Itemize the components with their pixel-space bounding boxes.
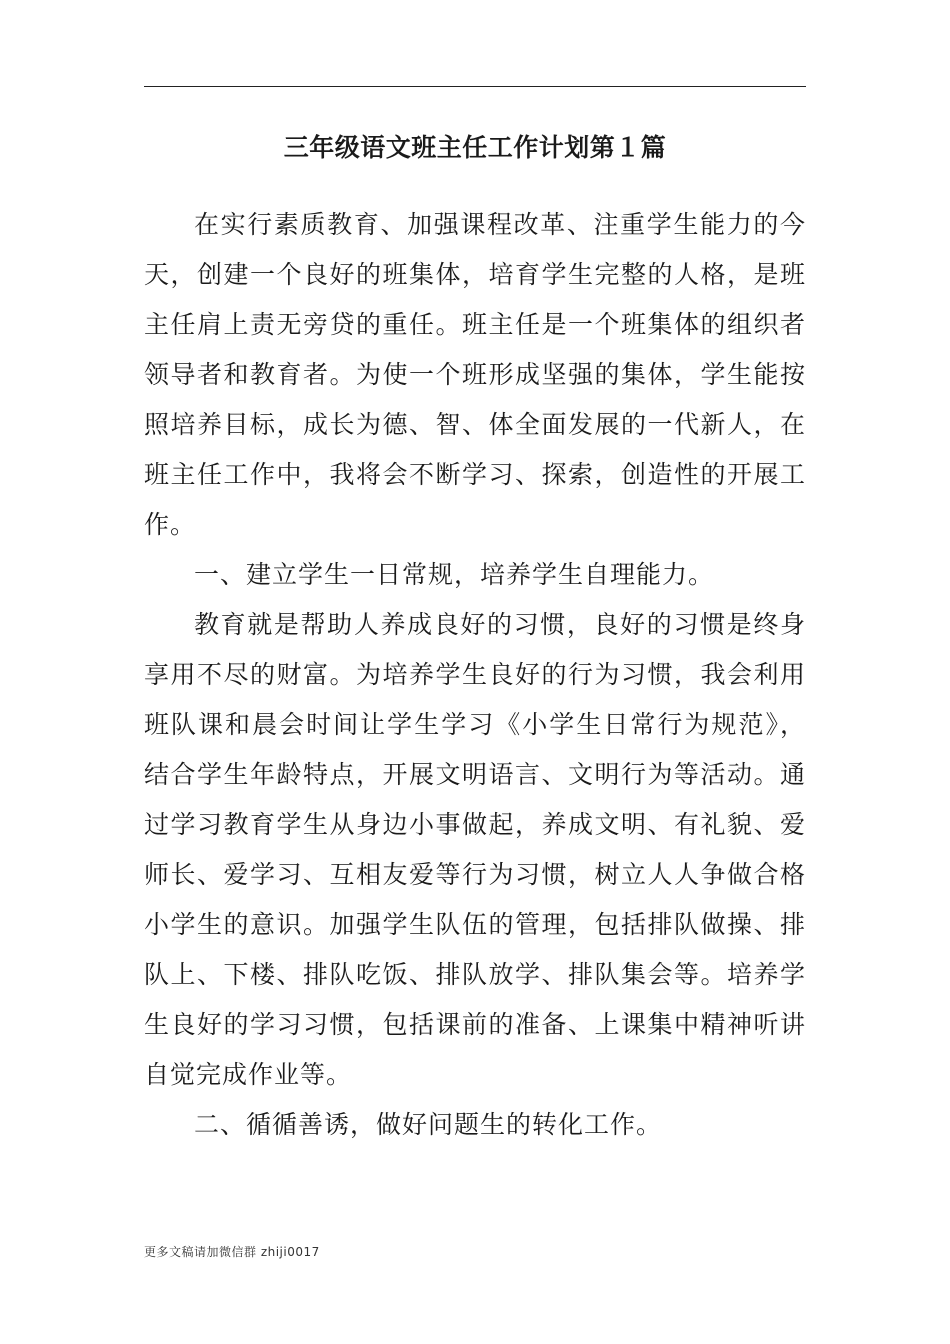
section-heading-1: 一、建立学生一日常规，培养学生自理能力。 <box>194 560 715 589</box>
paragraph-section-1: 教育就是帮助人养成良好的习惯，良好的习惯是终身享用不尽的财富。为培养学生良好的行为习惯，我会利用班队课和晨会时间让学生学习《小学生日常行为规范》，结合学生年龄特点，开展文明语言、文明行为等活动。通过学习教育学生从身边小事做起，养成文明、有礼貌、爱师长、爱学习、互相友爱等行为习惯，树立人人争做合格小学生的意识。加强学生队伍的管理，包括排队做操、排队上、下楼、排队吃饭、排队放学、排队集会等。培养学生良好的学习习惯，包括课前的准备、上课集中精神听讲自觉完成作业等。 <box>144 610 806 1089</box>
paragraph-intro: 在实行素质教育、加强课程改革、注重学生能力的今天，创建一个良好的班集体，培育学生完整的人格，是班主任肩上责无旁贷的重任。班主任是一个班集体的组织者领导者和教育者。为使一个班形成坚强的集体，学生能按照培养目标，成长为德、智、体全面发展的一代新人，在班主任工作中，我将会不断学习、探索，创造性的开展工作。 <box>144 210 806 539</box>
section-heading-2: 二、循循善诱，做好问题生的转化工作。 <box>194 1110 663 1139</box>
document-body <box>144 200 806 1150</box>
document-title: 三年级语文班主任工作计划第１篇 <box>283 133 667 162</box>
header-rule <box>144 86 806 87</box>
footer-note: 更多文稿请加微信群 zhiji0017 <box>144 1245 320 1259</box>
